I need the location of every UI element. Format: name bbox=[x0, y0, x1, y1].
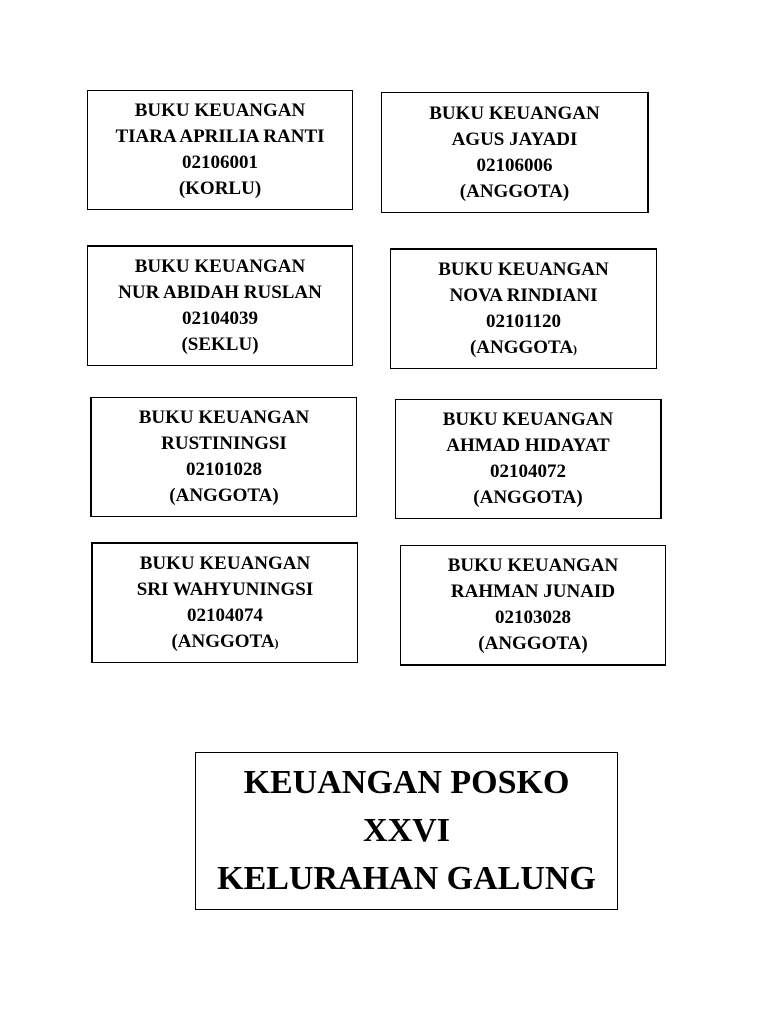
member-id: 02106006 bbox=[476, 154, 553, 176]
label-heading: BUKU KEUANGAN bbox=[442, 409, 614, 430]
member-role: (KORLU) bbox=[178, 178, 262, 199]
title-box bbox=[195, 752, 618, 910]
label-heading: BUKU KEUANGAN bbox=[134, 100, 306, 121]
member-id: 02101028 bbox=[186, 459, 262, 480]
label-box-agus-jayadi bbox=[381, 92, 649, 213]
member-role: (ANGGOTA bbox=[469, 336, 574, 358]
label-box-rustiningsi bbox=[90, 397, 357, 517]
member-role-close: ) bbox=[573, 341, 578, 356]
member-role-line bbox=[171, 629, 278, 656]
label-box-nur-abidah-ruslan bbox=[87, 245, 353, 366]
member-name: AGUS JAYADI bbox=[451, 128, 578, 150]
label-box-nova-rindiani bbox=[390, 248, 657, 369]
member-role: (SEKLU) bbox=[181, 334, 259, 355]
member-name: RUSTININGSI bbox=[161, 433, 287, 454]
member-role-line bbox=[470, 335, 577, 362]
member-name: NUR ABIDAH RUSLAN bbox=[118, 282, 322, 303]
member-name: AHMAD HIDAYAT bbox=[446, 435, 610, 456]
label-box-rahman-junaid bbox=[400, 545, 666, 666]
member-id: 02104074 bbox=[187, 604, 263, 626]
label-heading: BUKU KEUANGAN bbox=[429, 102, 600, 124]
member-id: 02103028 bbox=[495, 607, 571, 628]
member-role: (ANGGOTA) bbox=[459, 180, 570, 202]
label-heading: BUKU KEUANGAN bbox=[139, 552, 311, 574]
member-id: 02104039 bbox=[182, 308, 258, 329]
member-name: TIARA APRILIA RANTI bbox=[115, 126, 325, 147]
label-heading: BUKU KEUANGAN bbox=[447, 555, 619, 576]
label-box-sri-wahyuningsi bbox=[91, 542, 358, 663]
label-box-ahmad-hidayat bbox=[395, 399, 662, 519]
member-role: (ANGGOTA bbox=[171, 630, 275, 652]
member-id: 02101120 bbox=[486, 310, 561, 332]
member-name: RAHMAN JUNAID bbox=[450, 581, 616, 602]
label-heading: BUKU KEUANGAN bbox=[134, 256, 306, 277]
title-line-3: KELURAHAN GALUNG bbox=[217, 860, 596, 897]
member-name: SRI WAHYUNINGSI bbox=[136, 578, 314, 600]
title-line-2: XXVI bbox=[363, 812, 450, 849]
member-id: 02104072 bbox=[490, 461, 566, 482]
member-name: NOVA RINDIANI bbox=[449, 284, 598, 306]
member-role: (ANGGOTA) bbox=[169, 485, 279, 506]
title-line-1: KEUANGAN POSKO bbox=[243, 764, 570, 801]
member-id: 02106001 bbox=[182, 152, 258, 173]
member-role: (ANGGOTA) bbox=[478, 633, 588, 654]
label-box-tiara-aprilia-ranti bbox=[87, 90, 353, 210]
member-role-close: ) bbox=[274, 635, 279, 650]
label-heading: BUKU KEUANGAN bbox=[138, 407, 310, 428]
member-role: (ANGGOTA) bbox=[473, 487, 583, 508]
label-heading: BUKU KEUANGAN bbox=[438, 258, 609, 280]
